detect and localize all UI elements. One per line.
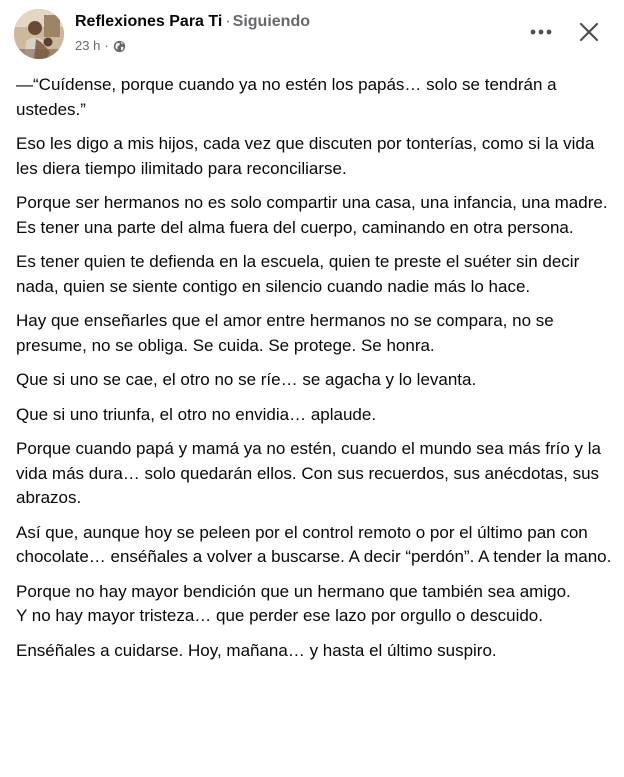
more-horizontal-icon [530,29,552,35]
post-paragraph: Porque ser hermanos no es solo compartir una casa, una infancia, una madre. Es tener una parte del alma fuera del cuerpo, caminando en otra persona. [16,193,608,237]
post-paragraph: Enséñales a cuidarse. Hoy, mañana… y hasta el último suspiro. [16,640,497,660]
post-line: Y no hay mayor tristeza… que perder ese lazo por orgullo o descuido. [16,606,543,625]
post-text [16,73,612,673]
post-meta-top [75,12,310,32]
post-paragraph: —“Cuídense, porque cuando ya no estén los papás… solo se tendrán a ustedes.” [16,75,557,119]
post-paragraph: Que si uno triunfa, el otro no envidia… aplaude. [16,404,377,424]
close-post-button[interactable] [574,17,604,47]
post-paragraph: Así que, aunque hoy se peleen por el control remoto o por el último pan con chocolate… enséñales a volver a buscarse. A decir “perdón”. A tender la mano. [16,522,612,566]
post-paragraph: Hay que enseñarles que el amor entre hermanos no se compara, no se presume, no se obliga. Se cuida. Se protege. Se honra. [16,311,554,355]
post-paragraph: Porque cuando papá y mamá ya no estén, cuando el mundo sea más frío y la vida más dura… solo quedarán ellos. Con sus recuerdos, sus anécdotas, sus abrazos. [16,439,601,507]
separator-dot: · [225,13,231,30]
meta-separator: · [104,38,109,53]
post-meta [75,12,310,54]
page-avatar[interactable] [14,9,64,59]
page-name-link[interactable]: Reflexiones Para Ti [75,13,223,30]
post-paragraph: Es tener quien te defienda en la escuela, quien te preste el suéter sin decir nada, quien se siente contigo en silencio cuando nadie más lo hace. [16,252,580,296]
close-icon [579,22,599,42]
post-paragraph: Que si uno se cae, el otro no se ríe… se agacha y lo levanta. [16,370,477,389]
avatar-image [14,9,64,59]
post-line: Porque no hay mayor bendición que un hermano que también sea amigo. [16,581,571,601]
globe-icon [113,40,126,53]
post-timestamp[interactable]: 23 h [75,38,101,53]
post-paragraph: Eso les digo a mis hijos, cada vez que discuten por tonterías, como si la vida les diera tiempo ilimitado para reconciliarse. [16,134,595,178]
post-header [14,9,610,61]
post-paragraph [16,580,612,629]
following-button[interactable]: Siguiendo [232,13,310,30]
post-meta-bottom [75,38,310,54]
more-options-button[interactable] [526,17,556,47]
